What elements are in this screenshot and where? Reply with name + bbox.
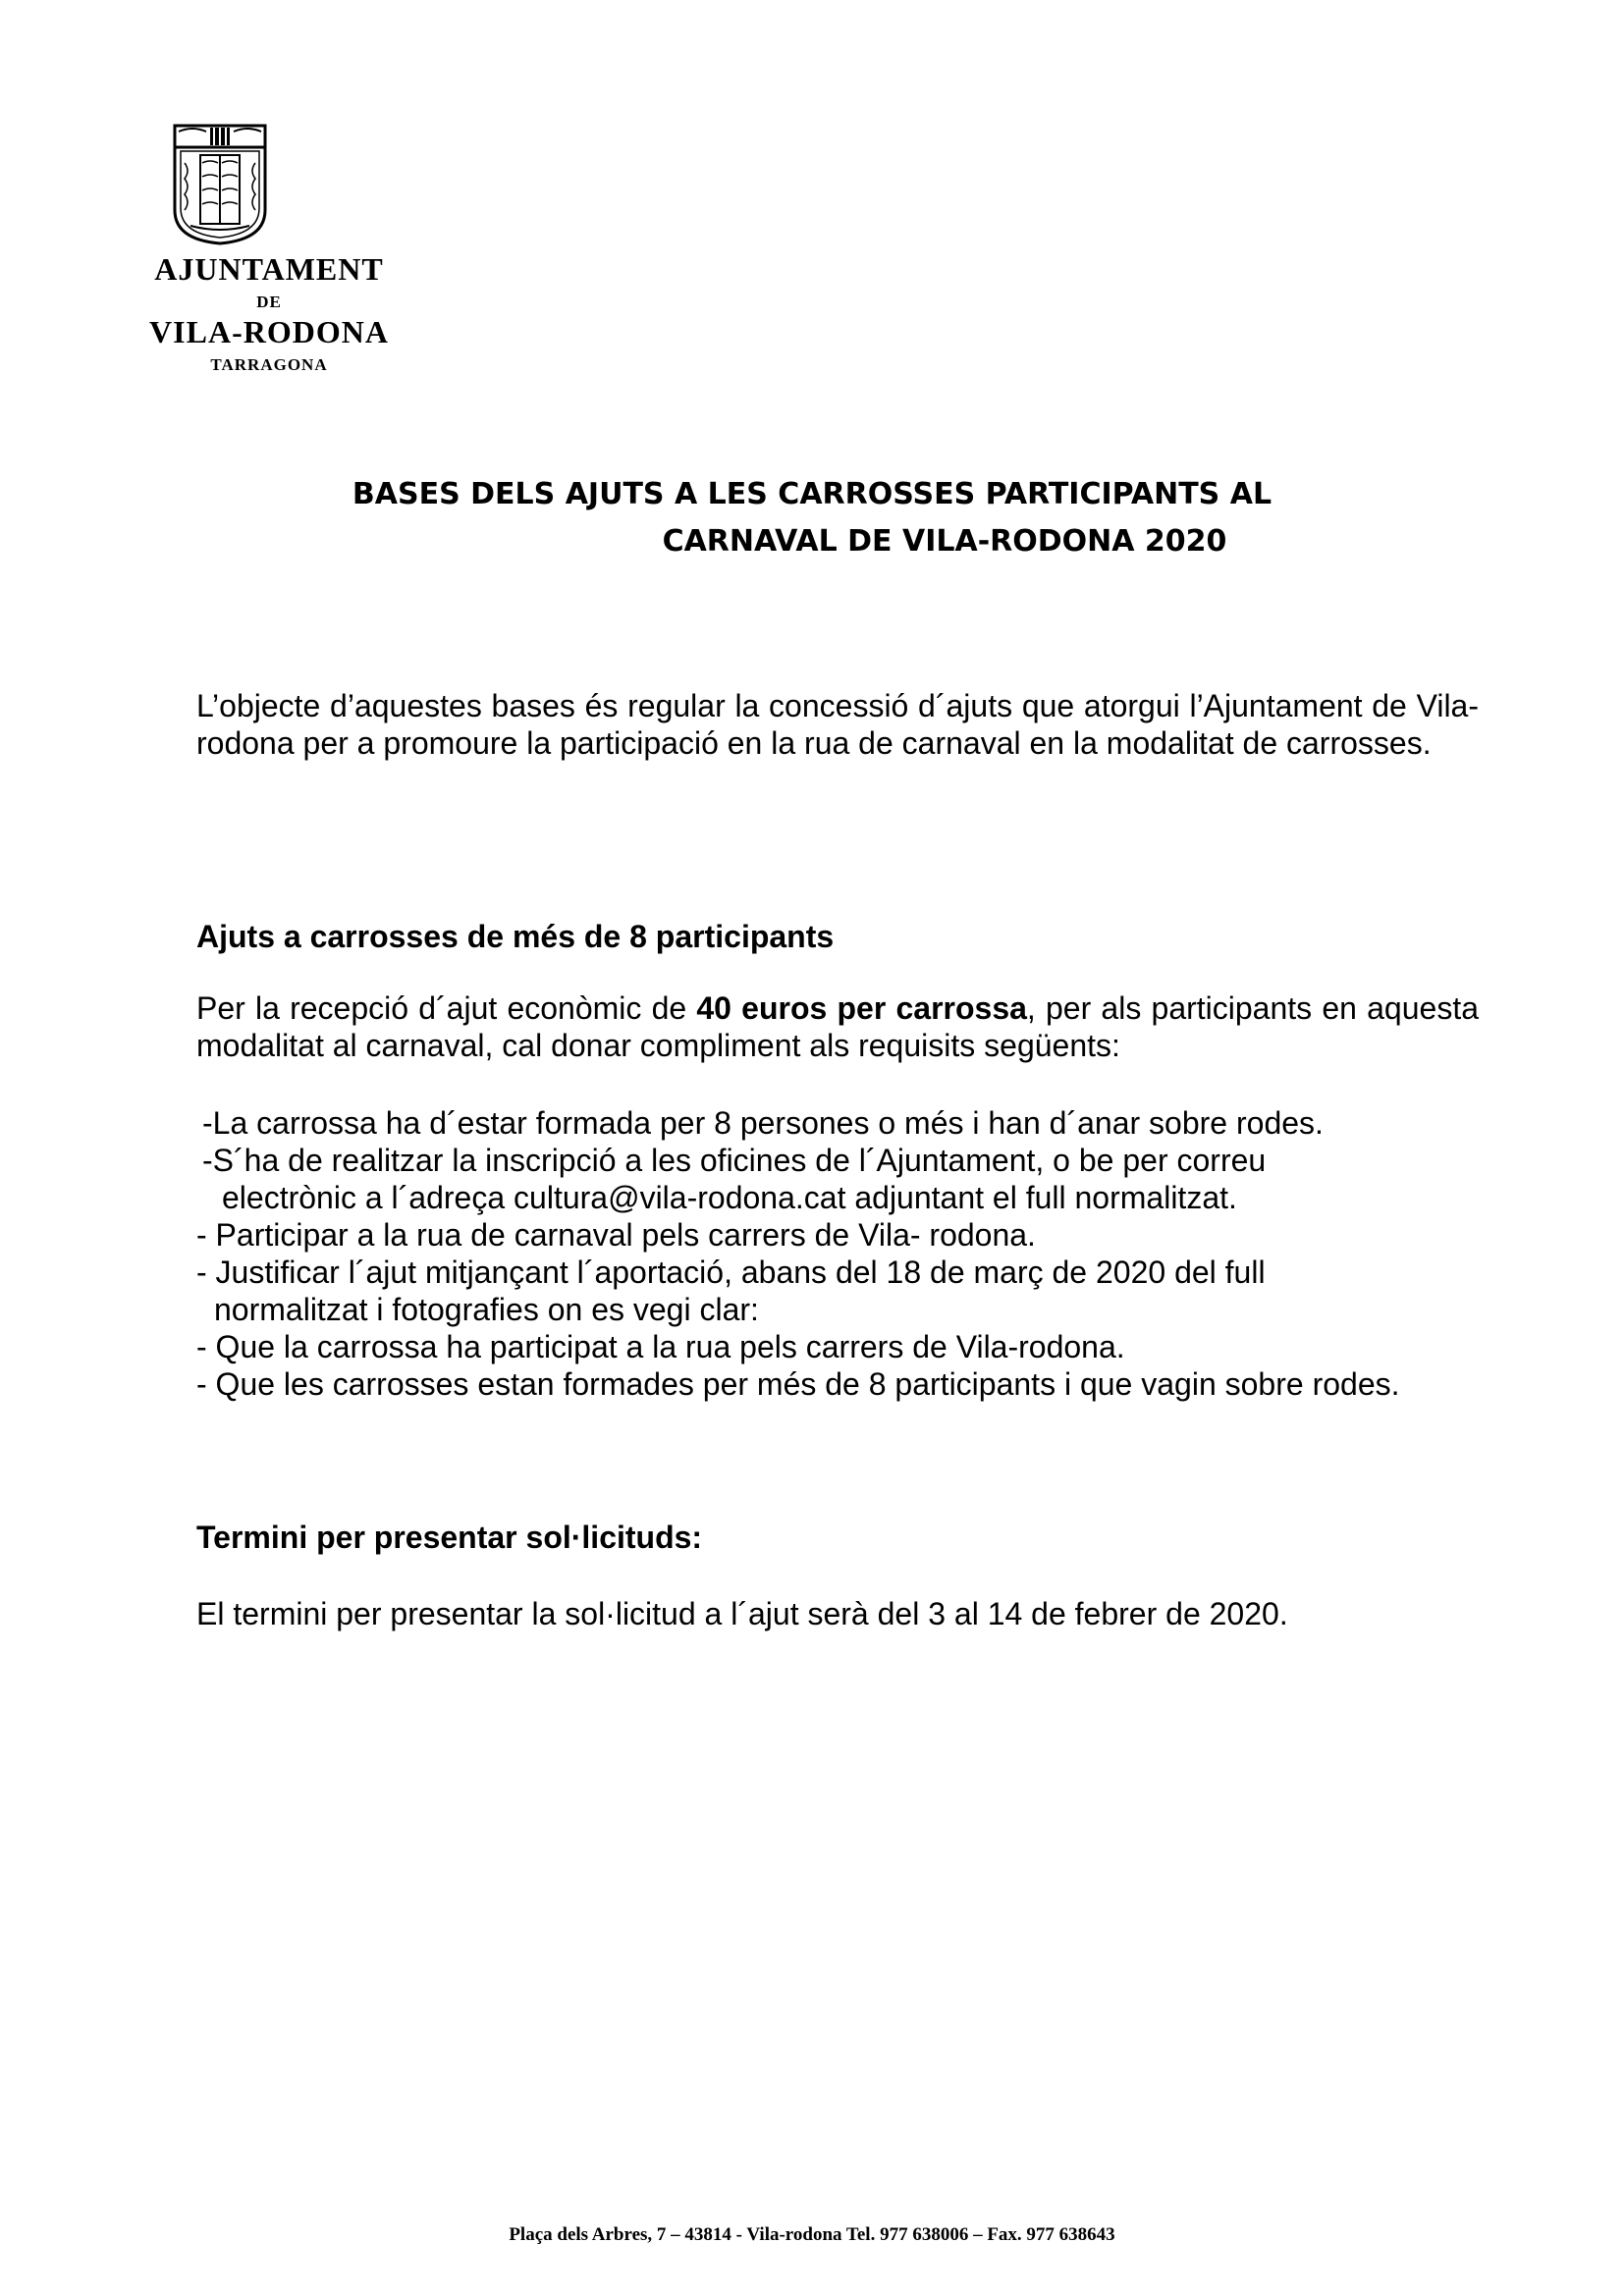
- document-title-line-2: CARNAVAL DE VILA-RODONA 2020: [662, 524, 1227, 559]
- intro-paragraph: L’objecte d’aquestes bases és regular la concessió d´ajuts que atorgui l’Ajuntament de Vila-rodona per a promoure la participació en la rua de carnaval en la modalitat de carrosses.: [196, 688, 1479, 761]
- page-footer-address: Plaça dels Arbres, 7 – 43814 - Vila-rodona Tel. 977 638006 – Fax. 977 638643: [509, 2224, 1115, 2245]
- deadline-paragraph: El termini per presentar la sol·licitud a l´ajut serà del 3 al 14 de febrer de 2020.: [196, 1596, 1288, 1631]
- section-heading-floats: Ajuts a carrosses de més de 8 participants: [196, 919, 835, 954]
- letterhead-province: TARRAGONA: [210, 355, 328, 374]
- requirement-item-continuation: normalitzat i fotografies on es vegi clar:: [214, 1292, 759, 1327]
- funding-text-after: , per als participants en aquesta modalitat al carnaval, cal donar compliment als requisits següents:: [196, 990, 1479, 1063]
- document-title-line-1: BASES DELS AJUTS A LES CARROSSES PARTICIPANTS AL: [352, 477, 1272, 511]
- requirement-item: - Participar a la rua de carnaval pels carrers de Vila- rodona.: [196, 1217, 1036, 1253]
- municipal-coat-of-arms-icon: [173, 124, 267, 245]
- requirement-item: - Que la carrossa ha participat a la rua pels carrers de Vila-rodona.: [196, 1329, 1125, 1364]
- letterhead-ajuntament: AJUNTAMENT: [154, 251, 384, 287]
- section-heading-deadline: Termini per presentar sol·licituds:: [196, 1520, 703, 1555]
- funding-paragraph: [196, 989, 1479, 1064]
- requirement-item: - Que les carrosses estan formades per més de 8 participants i que vagin sobre rodes.: [196, 1366, 1400, 1402]
- requirement-item: -La carrossa ha d´estar formada per 8 persones o més i han d´anar sobre rodes.: [202, 1105, 1324, 1141]
- requirement-item-continuation: electrònic a l´adreça cultura@vila-rodona.cat adjuntant el full normalitzat.: [222, 1180, 1237, 1215]
- requirement-item: -S´ha de realitzar la inscripció a les oficines de l´Ajuntament, o be per correu: [202, 1143, 1267, 1178]
- letterhead-de: DE: [256, 293, 282, 311]
- funding-text-before: Per la recepció d´ajut econòmic de: [196, 990, 697, 1026]
- funding-amount: 40 euros per carrossa: [696, 990, 1027, 1026]
- requirement-item: - Justificar l´ajut mitjançant l´aportació, abans del 18 de març de 2020 del full: [196, 1255, 1266, 1290]
- letterhead-town-name: VILA-RODONA: [149, 314, 389, 349]
